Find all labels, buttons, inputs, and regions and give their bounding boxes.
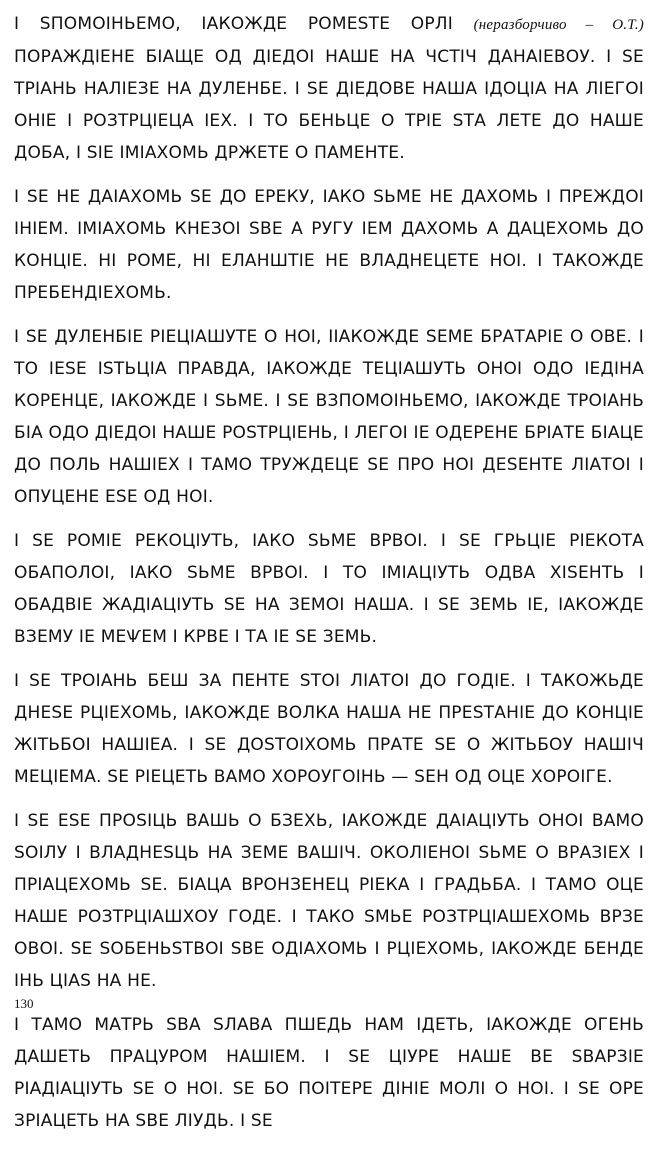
page-number: 130 <box>14 996 34 1011</box>
document-page <box>14 8 644 1149</box>
paragraph-5: І ЅЕ ТРОІАНЬ БЕШ ЗА ПЕНТЕ ЅТОІ ЛІАТОІ ДО ГОДІЕ. І ТАКОЖЬДЕ ДНЕЅЕ РЦІЕХОМЬ, ІАКОЖДЕ ВОЛКА НАША НЕ ПРЕЅТАНІЕ ДО КОНЦІЕ ЖІТЬБОІ НАШІЕА. І ЅЕ ДОЅТОІХОМЬ ПРАТЕ ЅЕ О ЖІТЬБОУ НАШІЧ МЕЦІЕМА. ЅЕ РІЕЦЕТЬ ВАМО ХОРОУГОІНЬ — ЅЕН ОД ОЦЕ ХОРОІГЕ. <box>14 671 644 787</box>
paragraph-7: І ТАМО МАТРЬ ЅВА ЅЛАВА ПШЕДЬ НАМ ІДЕТЬ, ІАКОЖДЕ ОГЕНЬ ДАШЕТЬ ПРАЦУРОМ НАШІЕМ. І ЅЕ ЦІУРЕ НАШЕ ВЕ ЅВАРЗІЕ РІАДІАЦІУТЬ ЅЕ О НОІ. ЅЕ БО ПОІТЕРЕ ДІНІЕ МОЛІ О НОІ. І ЅЕ ОРЕ ЗРІАЦЕТЬ НА ЅВЕ ЛІУДЬ. І ЅЕ <box>14 1015 644 1131</box>
paragraph-1-rest: ПОРАЖДІЕНЕ БІАЩЕ ОД ДІЕДОІ НАШЕ НА ЧСТІЧ ДАНАІЕВОУ. І ЅЕ ТРІАНЬ НАЛІЕЗЕ НА ДУЛЕНБЕ. І ЅЕ ДІЕДОВЕ НАША ІДОЦІА НА ЛІЕГОІ ОНІЕ І РОЗТРЦІЕЦА ІЕХ. І ТО БЕНЬЦЕ О ТРІЕ ЅТА ЛЕТЕ ДО НАШЕ ДОБА, І ЅІЕ ІМІАХОМЬ ДРЖЕТЕ О ПАМЕНТЕ. <box>14 47 644 163</box>
paragraph-3: І ЅЕ ДУЛЕНБІЕ РІЕЦІАШУТЕ О НОІ, ІІАКОЖДЕ ЅЕМЕ БРАТАРІЕ О ОВЕ. І ТО ІЕЅЕ ІЅТЬЦІА ПРАВДА, ІАКОЖДЕ ТЕЦІАШУТЬ ОНОІ ОДО ІЕДІНА КОРЕНЦЕ, ІАКОЖДЕ І ЅЬМЕ. І ЅЕ ВЗПОМОІНЬЕМО, ІАКОЖДЕ ТРОІАНЬ БІА ОДО ДІЕДОІ НАШЕ РОЅТРЦІЕНЬ, І ЛЕГОІ ІЕ ОДЕРЕНЕ БРІАТЕ БІАЦЕ ДО ПОЛЬ НАШІЕХ І ТАМО ТРУЖДЕЦЕ ЅЕ ПРО НОІ ДЕЅЕНТЕ ЛІАТОІ І ОПУЦЕНЕ ЕЅЕ ОД НОІ. <box>14 327 644 507</box>
paragraph-6: І ЅЕ ЕЅЕ ПРОЅІЦЬ ВАШЬ О БЗЕХЬ, ІАКОЖДЕ ДАІАЦІУТЬ ОНОІ ВАМО ЅОІЛУ І ВЛАДНЕЅЦЬ НА ЗЕМЕ ВАШІЧ. ОКОЛІЕНОІ ЅЬМЕ О ВРАЗІЕХ І ПРІАЦЕХОМЬ ЅЕ. БІАЦА ВРОНЗЕНЕЦ РІЕКА І ГРАДЬБА. І ТАМО ОЦЕ НАШЕ РОЗТРЦІАШХОУ ГОДЕ. І ТАКО ЅМЬЕ РОЗТРЦІАШЕХОМЬ ВРЗЕ ОВОІ. ЅЕ ЅОБЕНЬЅТВОІ ЅВЕ ОДІАХОМЬ І РЦІЕХОМЬ, ІАКОЖДЕ БЕНДЕ ІНЬ ЦІАЅ НА НЕ. <box>14 811 644 991</box>
paragraph-1-start: І ЅПОМОІНЬЕМО, ІАКОЖДЕ РОМЕЅТЕ ОРЛІ <box>14 14 474 34</box>
paragraph-1 <box>14 8 644 169</box>
paragraph-4: І ЅЕ РОМІЕ РЕКОЦІУТЬ, ІАКО ЅЬМЕ ВРВОІ. І ЅЕ ГРЬЦІЕ РІЕКОТА ОБАПОЛОІ, ІАКО ЅЬМЕ ВРВОІ. І ТО ІМІАЦІУТЬ ОДВА ХІЅЕНТЬ І ОБАДВІЕ ЖАДІАЦІУТЬ ЅЕ НА ЗЕМОІ НАША. І ЅЕ ЗЕМЬ ІЕ, ІАКОЖДЕ ВЗЕМУ ІЕ МЕѰЕМ І КРВЕ І ТА ІЕ ЅЕ ЗЕМЬ. <box>14 531 644 647</box>
paragraph-2: І ЅЕ НЕ ДАІАХОМЬ ЅЕ ДО ЕРЕКУ, ІАКО ЅЬМЕ НЕ ДАХОМЬ І ПРЕЖДОІ ІНІЕМ. ІМІАХОМЬ КНЕЗОІ ЅВЕ А РУГУ ІЕМ ДАХОМЬ А ДАЦЕХОМЬ ДО КОНЦІЕ. НІ РОМЕ, НІ ЕЛАНШТІЕ НЕ ВЛАДНЕЦЕТЕ НОІ. І ТАКОЖДЕ ПРЕБЕНДІЕХОМЬ. <box>14 187 644 303</box>
editor-note: (неразборчиво – О.Т.) <box>473 17 644 33</box>
